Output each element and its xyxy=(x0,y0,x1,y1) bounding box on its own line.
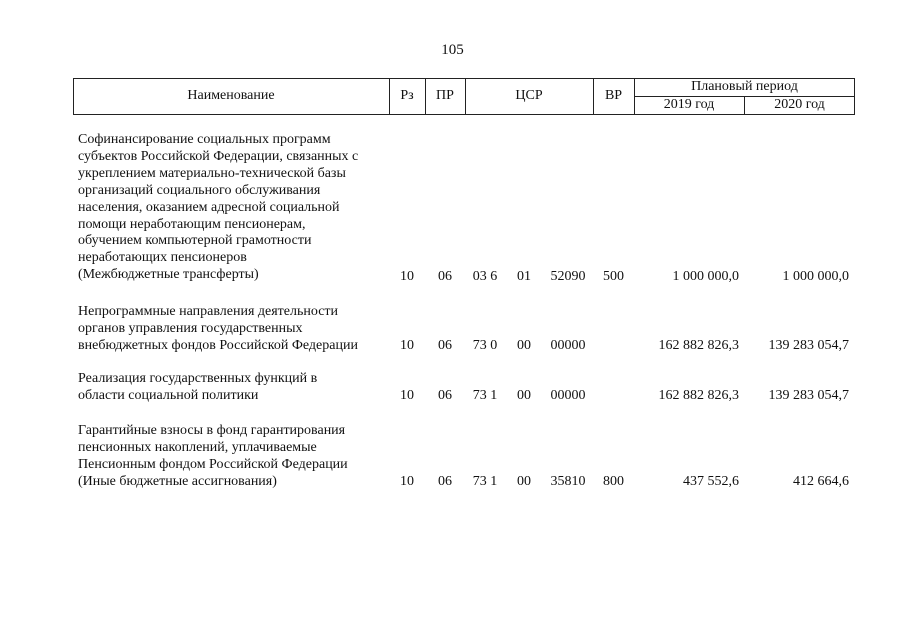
name-line: организаций социального обслуживания xyxy=(78,182,321,198)
row-name xyxy=(78,132,388,284)
name-line: субъектов Российской Федерации, связанных с xyxy=(78,148,359,164)
row-name xyxy=(78,371,388,405)
name-line: пенсионных накоплений, уплачиваемые xyxy=(78,439,317,455)
header-vr: ВР xyxy=(604,88,623,103)
cell-csr-program: 73 1 xyxy=(472,474,498,489)
name-line: укреплением материально-технической базы xyxy=(78,165,346,181)
name-line: внебюджетных фондов Российской Федерации xyxy=(78,337,358,353)
header-rz: Рз xyxy=(400,88,414,103)
table-row xyxy=(73,371,855,411)
header-csr: ЦСР xyxy=(515,88,543,103)
table-header xyxy=(73,78,855,115)
name-line: помощи неработающим пенсионерам, xyxy=(78,216,306,232)
cell-pr: 06 xyxy=(438,269,452,284)
name-line: населения, оказанием адресной социальной xyxy=(78,199,340,215)
header-name: Наименование xyxy=(187,88,275,103)
name-line: Реализация государственных функций в xyxy=(78,371,318,386)
header-year-2019: 2019 год xyxy=(663,97,715,112)
cell-pr: 06 xyxy=(438,474,452,489)
cell-csr-subprogram: 00 xyxy=(517,474,531,489)
name-line: (Межбюджетные трансферты) xyxy=(78,267,259,283)
cell-vr: 500 xyxy=(603,269,624,284)
table-row xyxy=(73,304,855,360)
name-line: органов управления государственных xyxy=(78,320,303,336)
header-pr: ПР xyxy=(436,88,454,103)
cell-csr-direction: 35810 xyxy=(550,474,586,489)
cell-csr-direction: 52090 xyxy=(550,269,586,284)
cell-pr: 06 xyxy=(438,338,452,353)
cell-csr-program: 73 0 xyxy=(472,338,498,353)
cell-csr-subprogram: 00 xyxy=(517,388,531,403)
cell-csr-subprogram: 00 xyxy=(517,338,531,353)
cell-2020: 412 664,6 xyxy=(793,474,849,489)
cell-2019: 1 000 000,0 xyxy=(672,269,739,284)
cell-csr-direction: 00000 xyxy=(550,388,586,403)
name-line: неработающих пенсионеров xyxy=(78,250,247,266)
table-row xyxy=(73,132,855,292)
cell-rz: 10 xyxy=(400,388,414,403)
cell-2020: 139 283 054,7 xyxy=(768,388,849,403)
name-line: Софинансирование социальных программ xyxy=(78,132,331,147)
cell-2019: 162 882 826,3 xyxy=(658,388,739,403)
row-name xyxy=(78,423,388,491)
cell-rz: 10 xyxy=(400,338,414,353)
header-planned-period: Плановый период xyxy=(691,79,798,94)
header-bottom-border xyxy=(73,114,855,115)
table-row xyxy=(73,423,855,495)
cell-rz: 10 xyxy=(400,474,414,489)
cell-csr-subprogram: 01 xyxy=(517,269,531,284)
name-line: Гарантийные взносы в фонд гарантирования xyxy=(78,423,346,438)
cell-rz: 10 xyxy=(400,269,414,284)
cell-2019: 437 552,6 xyxy=(683,474,739,489)
name-line: области социальной политики xyxy=(78,387,259,403)
cell-pr: 06 xyxy=(438,388,452,403)
row-name xyxy=(78,304,398,355)
cell-csr-direction: 00000 xyxy=(550,338,586,353)
cell-2020: 1 000 000,0 xyxy=(782,269,849,284)
name-line: обучением компьютерной грамотности xyxy=(78,233,312,249)
header-year-2020: 2020 год xyxy=(774,97,825,112)
name-line: Пенсионным фондом Российской Федерации xyxy=(78,456,348,472)
cell-csr-program: 03 6 xyxy=(472,269,498,284)
name-line: (Иные бюджетные ассигнования) xyxy=(78,473,277,489)
cell-vr: 800 xyxy=(603,474,624,489)
page-number: 105 xyxy=(441,42,464,58)
name-line: Непрограммные направления деятельности xyxy=(78,304,339,319)
cell-2020: 139 283 054,7 xyxy=(768,338,849,353)
cell-csr-program: 73 1 xyxy=(472,388,498,403)
cell-2019: 162 882 826,3 xyxy=(658,338,739,353)
